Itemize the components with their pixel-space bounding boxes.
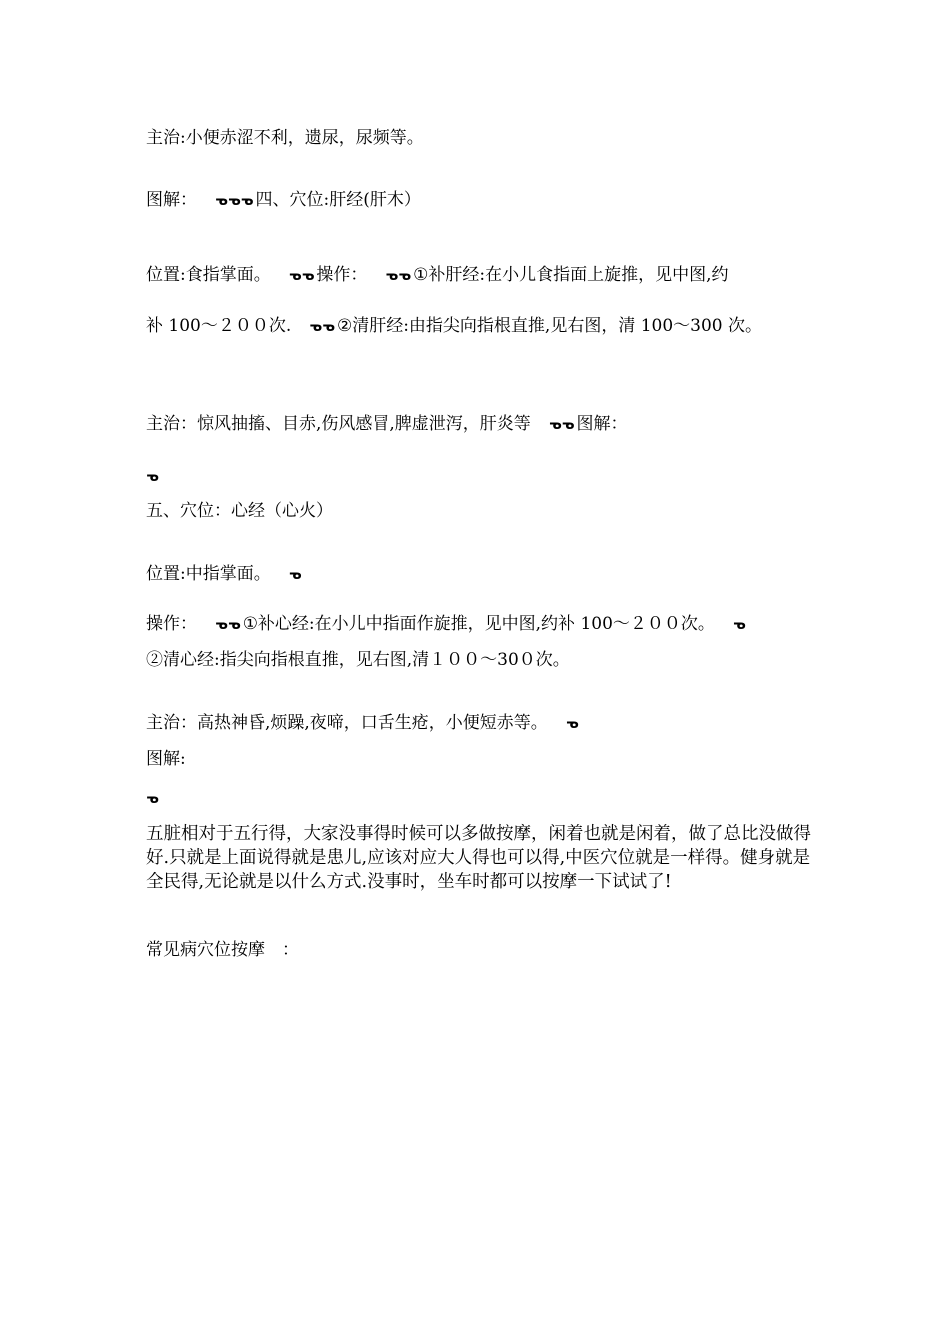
operation-text: ①补肝经:在小儿食指面上旋推，见中图,约 [413, 265, 729, 285]
placeholder-glyph: ᓀᓀᓀ [215, 194, 254, 209]
text: 主治:小便赤涩不利，遗尿，尿频等。 [146, 128, 424, 148]
placeholder-glyph: ᓀ [565, 717, 579, 732]
text: 补 100～２００次. [146, 316, 292, 336]
summary-paragraph: 五脏相对于五行得，大家没事得时候可以多做按摩，闲着也就是闲着，做了总比没做得好.只就是上面说得就是患儿,应该对应大人得也可以得,中医穴位就是一样得。健身就是全民得,无论就是以什么方式.没事时，坐车时都可以按摩一下试试了! [146, 824, 811, 892]
heart-operation-clear [146, 649, 570, 671]
liver-operation-continued [146, 315, 762, 339]
common-diseases-heading [146, 939, 299, 961]
heart-indications [146, 712, 581, 736]
operation-label: 操作： [146, 614, 197, 634]
text: 五、穴位：心经（心火） [146, 501, 333, 521]
placeholder-glyph: ᓀ [288, 568, 302, 583]
placeholder-glyph: ᓀᓀ [548, 418, 575, 433]
text: 常见病穴位按摩 ： [146, 940, 299, 960]
operation-label: 操作： [316, 265, 368, 285]
diagram-label-liver-heading [146, 189, 421, 213]
glyph-line [146, 787, 161, 811]
diagram-label: 图解： [146, 190, 197, 210]
placeholder-glyph: ᓀᓀ [215, 618, 241, 633]
diagram-label-heart [146, 748, 186, 770]
text: ②清肝经:由指尖向指根直推,见右图，清 100～300 次。 [336, 316, 763, 336]
placeholder-glyph: ᓀᓀ [385, 269, 412, 284]
heart-operation [146, 613, 748, 637]
text: 主治：惊风抽搐、目赤,伤风感冒,脾虚泄泻，肝炎等 [146, 414, 531, 434]
text: 位置:中指掌面。 [146, 564, 271, 584]
liver-location-operation [146, 264, 728, 288]
placeholder-glyph: ᓀ [732, 618, 746, 633]
text: 图解: [146, 749, 186, 769]
placeholder-glyph: ᓀ [146, 470, 159, 485]
placeholder-glyph: ᓀ [146, 792, 159, 807]
text: ②清心经:指尖向指根直推，见右图,清１００～30０次。 [146, 650, 570, 670]
placeholder-glyph: ᓀᓀ [309, 320, 335, 335]
operation-text: ①补心经:在小儿中指面作旋推，见中图,约补 100～２００次。 [242, 614, 715, 634]
indications-urinary [146, 127, 424, 149]
location-text: 位置:食指掌面。 [146, 265, 271, 285]
placeholder-glyph: ᓀᓀ [288, 269, 315, 284]
heart-location [146, 563, 304, 587]
liver-indications [146, 413, 628, 437]
glyph-line [146, 465, 161, 489]
text: 主治：高热神昏,烦躁,夜啼，口舌生疮，小便短赤等。 [146, 713, 548, 733]
section-heading-heart [146, 500, 333, 522]
section-heading-liver: 四、穴位:肝经(肝木） [255, 190, 421, 210]
diagram-label: 图解： [576, 414, 628, 434]
